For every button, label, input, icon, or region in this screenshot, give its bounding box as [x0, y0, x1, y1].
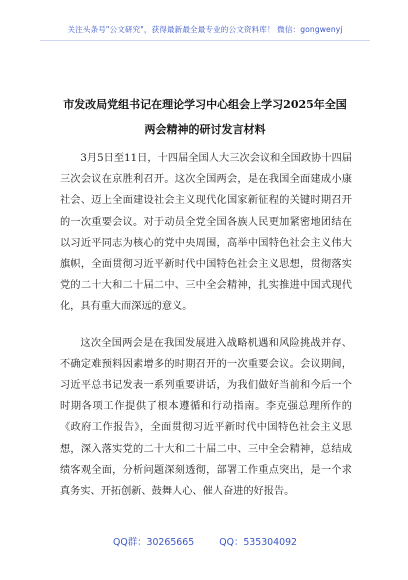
footer-qq-number: QQ：535304092: [219, 537, 298, 548]
body-paragraph-1: 3月5日至11日，十四届全国人大三次会议和全国政协十四届三次会议在京胜利召开。这次全国两会，是在我国全面建成小康社会、迈上全面建设社会主义现代化国家新征程的关键时期召开的一次重要会议。对于动员全党全国各族人民更加紧密地团结在以习近平同志为核心的党中央周围，高举中国特色社会主义伟大旗帜，全面贯彻习近平新时代中国特色社会主义思想，贯彻落实党的二十大和二十届二中、三中全会精神，扎实推进中国式现代化，具有重大而深远的意义。: [60, 153, 352, 313]
footer-qq-group: QQ群：30265665: [112, 537, 195, 548]
title-line-2: 两会精神的研讨发言材料: [144, 123, 266, 136]
header-divider: [40, 40, 370, 41]
title-line-1: 市发改局党组书记在理论学习中心组会上学习2025年全国: [63, 98, 347, 111]
document-body: [60, 148, 352, 502]
header-promo-banner: 关注头条号"公文研究"，获得最新最全最专业的公文资料库！ 微信：gongwenyj: [67, 25, 343, 34]
document-title: [44, 92, 366, 142]
body-paragraph-2: 这次全国两会是在我国发展进入战略机遇和风险挑战并存、不确定难预料因素增多的时期召开的一次重要会议。会议期间，习近平总书记发表一系列重要讲话，为我们做好当前和今后一个时期各项工作提供了根本遵循和行动指南。李克强总理所作的《政府工作报告》，全面贯彻习近平新时代中国特色社会主义思想，深入落实党的二十大和二十届二中、三中全会精神，总结成绩客观全面，分析问题深刻透彻，部署工作重点突出，是一个求真务实、开拓创新、鼓舞人心、催人奋进的好报告。: [60, 337, 352, 498]
footer-contact: [40, 534, 370, 548]
